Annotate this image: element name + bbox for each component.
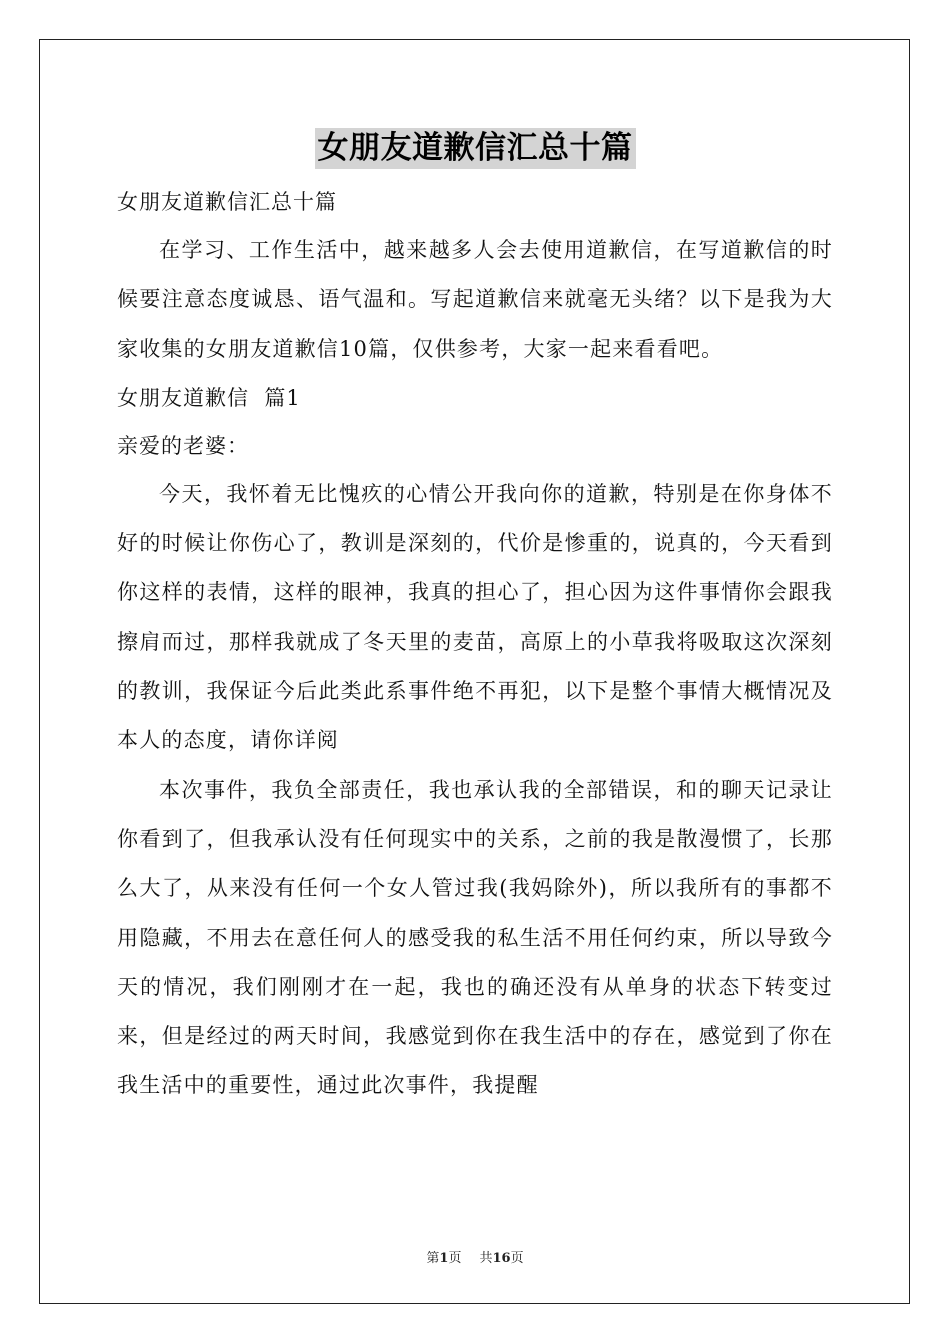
- salutation: 亲爱的老婆：: [117, 433, 249, 458]
- section-heading: 女朋友道歉信 篇1: [117, 385, 301, 410]
- page-number-label: 第1页: [426, 1251, 462, 1266]
- letter-paragraph-2: 本次事件，我负全部责任，我也承认我的全部错误，和的聊天记录让你看到了，但我承认没有任何现实中的关系，之前的我是散漫惯了，长那么大了，从来没有任何一个女人管过我(我妈除外)，所以我所有的事都不用隐藏，不用去在意任何人的感受我的私生活不用任何约束，所以导致今天的情况，我们刚刚才在一起，我也的确还没有从单身的状态下转变过来，但是经过的两天时间，我感觉到你在我生活中的存在，感觉到了你在我生活中的重要性，通过此次事件，我提醒: [117, 777, 833, 1098]
- document-subtitle: 女朋友道歉信汇总十篇: [117, 190, 337, 214]
- total-pages-label: 共16页: [479, 1251, 524, 1266]
- title-container: [0, 128, 950, 169]
- document-title: 女朋友道歉信汇总十篇: [315, 128, 636, 169]
- letter-paragraph-1: 今天，我怀着无比愧疚的心情公开我向你的道歉，特别是在你身体不好的时候让你伤心了，教训是深刻的，代价是惨重的，说真的，今天看到你这样的表情，这样的眼神，我真的担心了，担心因为这件事情你会跟我擦肩而过，那样我就成了冬天里的麦苗，高原上的小草我将吸取这次深刻的教训，我保证今后此类此系事件绝不再犯，以下是整个事情大概情况及本人的态度，请你详阅: [117, 481, 833, 753]
- document-body: [117, 178, 833, 1111]
- page-footer: [0, 1247, 950, 1266]
- intro-paragraph: 在学习、工作生活中，越来越多人会去使用道歉信，在写道歉信的时候要注意态度诚恳、语气温和。写起道歉信来就毫无头绪？以下是我为大家收集的女朋友道歉信10篇，仅供参考，大家一起来看看吧。: [117, 238, 833, 361]
